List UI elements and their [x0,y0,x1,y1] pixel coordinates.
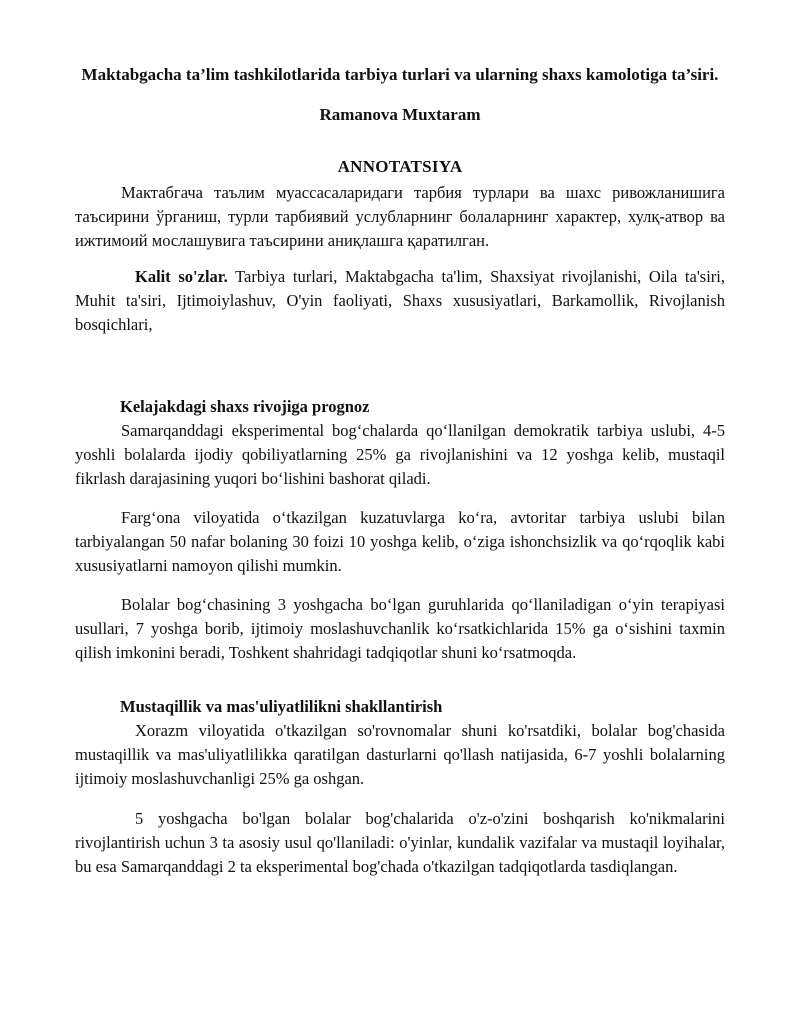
annotation-heading: ANNOTATSIYA [337,157,463,176]
paragraph: Farg‘ona viloyatida o‘tkazilgan kuzatuvlarga ko‘ra, avtoritar tarbiya uslubi bilan tarbiyalangan 50 nafar bolaning 30 foizi 10 yoshga kelib, o‘ziga ishonchsizlik va qo‘rqoqlik kabi xususiyatlarni namoyon qilishi mumkin. [75,508,725,575]
paragraph: Samarqanddagi eksperimental bog‘chalarda qo‘llanilgan demokratik tarbiya uslubi, 4-5 yoshli bolalarda ijodiy qobiliyatlarning 25% ga rivojlanishini va 12 yoshga kelib, mustaqil fikrlash darajasining yuqori bo‘lishini bashorat qiladi. [75,421,725,488]
section-heading-forecast: Kelajakdagi shaxs rivojiga prognoz [120,397,370,416]
annotation-text: Мактабгача таълим муассасаларидаги тарбия турлари ва шахс ривожланишига таъсирини ўрганиш, турли тарбиявий услубларнинг болаларнинг характер, хулқ-атвор ва ижтимоий мослашувига таъсирини аниқлашга қаратилган. [75,183,725,250]
paragraph: Xorazm viloyatida o'tkazilgan so'rovnomalar shuni ko'rsatdiki, bolalar bog'chasida mustaqillik va mas'uliyatlilikka qaratilgan dasturlarni qo'llash natijasida, 6-7 yoshli bolalarning ijtimoiy moslashuvchanligi 25% ga oshgan. [75,721,725,788]
keywords-text: Tarbiya turlari, Maktabgacha ta'lim, Shaxsiyat rivojlanishi, Oila ta'siri, Muhit ta'siri, Ijtimoiylashuv, O'yin faoliyati, Shaxs xususiyatlari, Barkamollik, Rivojlanish bosqichlari, [75,267,725,334]
keywords-paragraph [75,265,725,337]
author-name: Ramanova Muxtaram [319,105,481,124]
document-page [75,0,725,879]
paragraph: Bolalar bog‘chasining 3 yoshgacha bo‘lgan guruhlarida qo‘llaniladigan o‘yin terapiyasi usullari, 7 yoshga borib, ijtimoiy moslashuvchanlik ko‘rsatkichlarida 15% ga o‘sishini taxmin qilish imkonini beradi, Toshkent shahridagi tadqiqotlar shuni ko‘rsatmoqda. [75,595,725,662]
section-heading-independence: Mustaqillik va mas'uliyatlilikni shakllantirish [120,697,443,716]
keywords-label: Kalit so'zlar. [135,267,228,286]
document-title: Maktabgacha ta’lim tashkilotlarida tarbiya turlari va ularning shaxs kamolotiga ta’siri. [81,65,719,84]
paragraph: 5 yoshgacha bo'lgan bolalar bog'chalarida o'z-o'zini boshqarish ko'nikmalarini rivojlantirish uchun 3 ta asosiy usul qo'llaniladi: o'yinlar, kundalik vazifalar va mustaqil loyihalar, bu esa Samarqanddagi 2 ta eksperimental bog'chada o'tkazilgan tadqiqotlarda tasdiqlangan. [75,809,725,876]
